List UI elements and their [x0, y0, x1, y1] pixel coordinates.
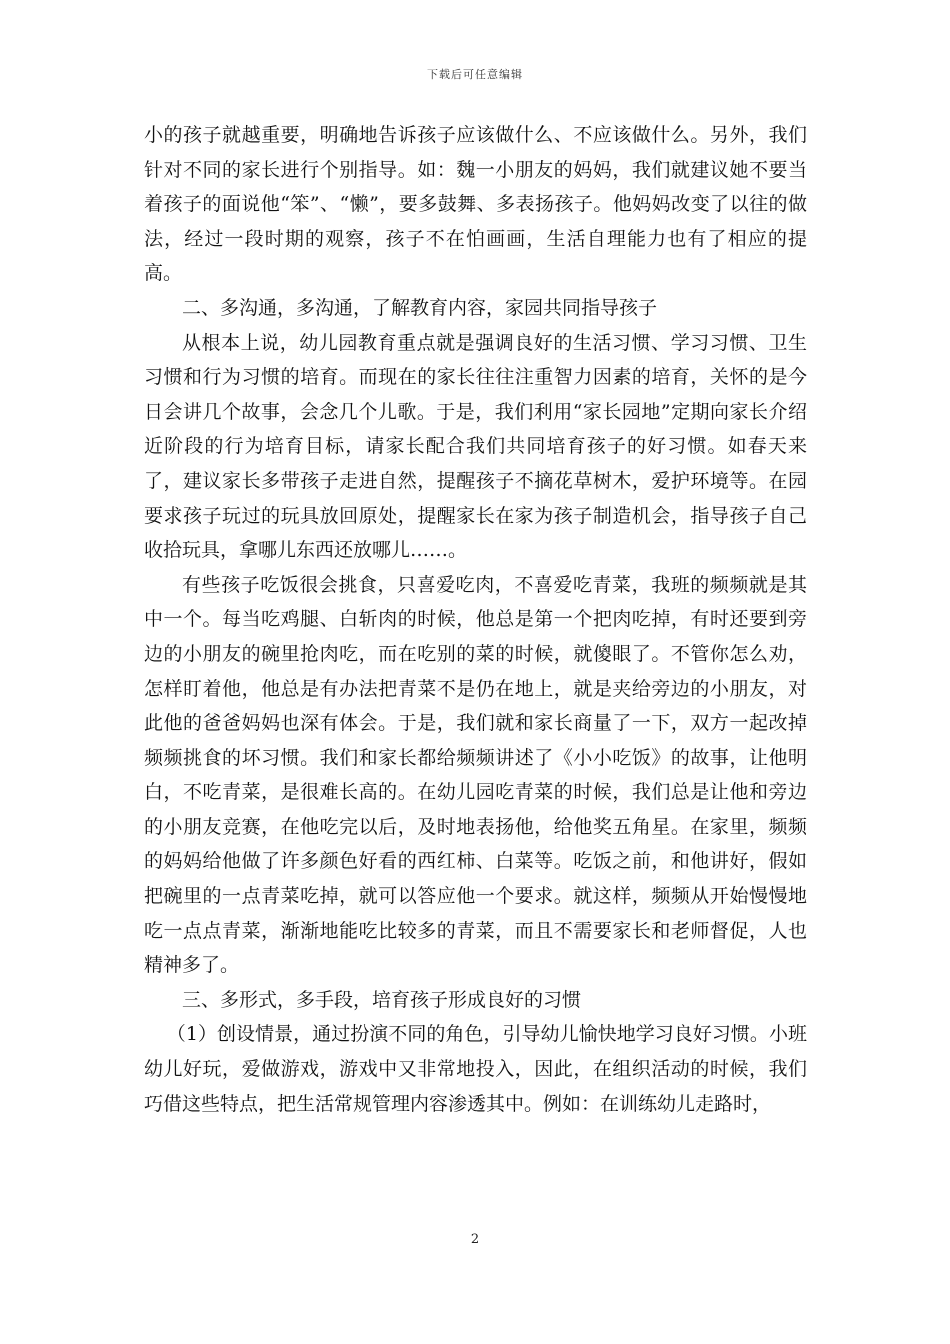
page-number: 2 — [470, 1232, 480, 1247]
section-heading-2: 二、多沟通，多沟通，了解教育内容，家园共同指导孩子 — [182, 296, 658, 319]
document-body — [144, 118, 807, 1121]
paragraph-picky-eating: 有些孩子吃饭很会挑食，只喜爱吃肉，不喜爱吃青菜，我班的频频就是其中一个。每当吃鸡腿、白斩肉的时候，他总是第一个把肉吃掉，有时还要到旁边的小朋友的碗里抢肉吃，而在吃别的菜的时候，就傻眼了。不管你怎么劝，怎样盯着他，他总是有办法把青菜不是仍在地上，就是夹给旁边的小朋友，对此他的爸爸妈妈也深有体会。于是，我们就和家长商量了一下，双方一起改掉频频挑食的坏习惯。我们和家长都给频频讲述了《小小吃饭》的故事，让他明白，不吃青菜，是很难长高的。在幼儿园吃青菜的时候，我们总是让他和旁边的小朋友竞赛，在他吃完以后，及时地表扬他，给他奖五角星。在家里，频频的妈妈给他做了许多颜色好看的西红柿、白菜等。吃饭之前，和他讲好，假如把碗里的一点青菜吃掉，就可以答应他一个要求。就这样，频频从开始慢慢地吃一点点青菜，渐渐地能吃比较多的青菜，而且不需要家长和老师督促，人也精神多了。 — [144, 573, 807, 977]
paragraph-role-play: （1）创设情景，通过扮演不同的角色，引导幼儿愉快地学习良好习惯。小班幼儿好玩，爱做游戏，游戏中又非常地投入，因此，在组织活动的时候，我们巧借这些特点，把生活常规管理内容渗透其中。例如：在训练幼儿走路时， — [144, 1023, 807, 1115]
paragraph-continuation: 小的孩子就越重要，明确地告诉孩子应该做什么、不应该做什么。另外，我们针对不同的家长进行个别指导。如：魏一小朋友的妈妈，我们就建议她不要当着孩子的面说他“笨”、“懒”，要多鼓舞、多表扬孩子。他妈妈改变了以往的做法，经过一段时期的观察，孩子不在怕画画，生活自理能力也有了相应的提高。 — [144, 124, 807, 285]
page-header: 下载后可任意编辑 — [427, 68, 523, 81]
section-heading-3: 三、多形式，多手段，培育孩子形成良好的习惯 — [182, 988, 582, 1011]
paragraph-family-education: 从根本上说，幼儿园教育重点就是强调良好的生活习惯、学习习惯、卫生习惯和行为习惯的培育。而现在的家长往往注重智力因素的培育，关怀的是今日会讲几个故事，会念几个儿歌。于是，我们利用“家长园地”定期向家长介绍近阶段的行为培育目标，请家长配合我们共同培育孩子的好习惯。如春天来了，建议家长多带孩子走进自然，提醒孩子不摘花草树木，爱护环境等。在园要求孩子玩过的玩具放回原处，提醒家长在家为孩子制造机会，指导孩子自己收拾玩具，拿哪儿东西还放哪儿……。 — [144, 331, 807, 562]
